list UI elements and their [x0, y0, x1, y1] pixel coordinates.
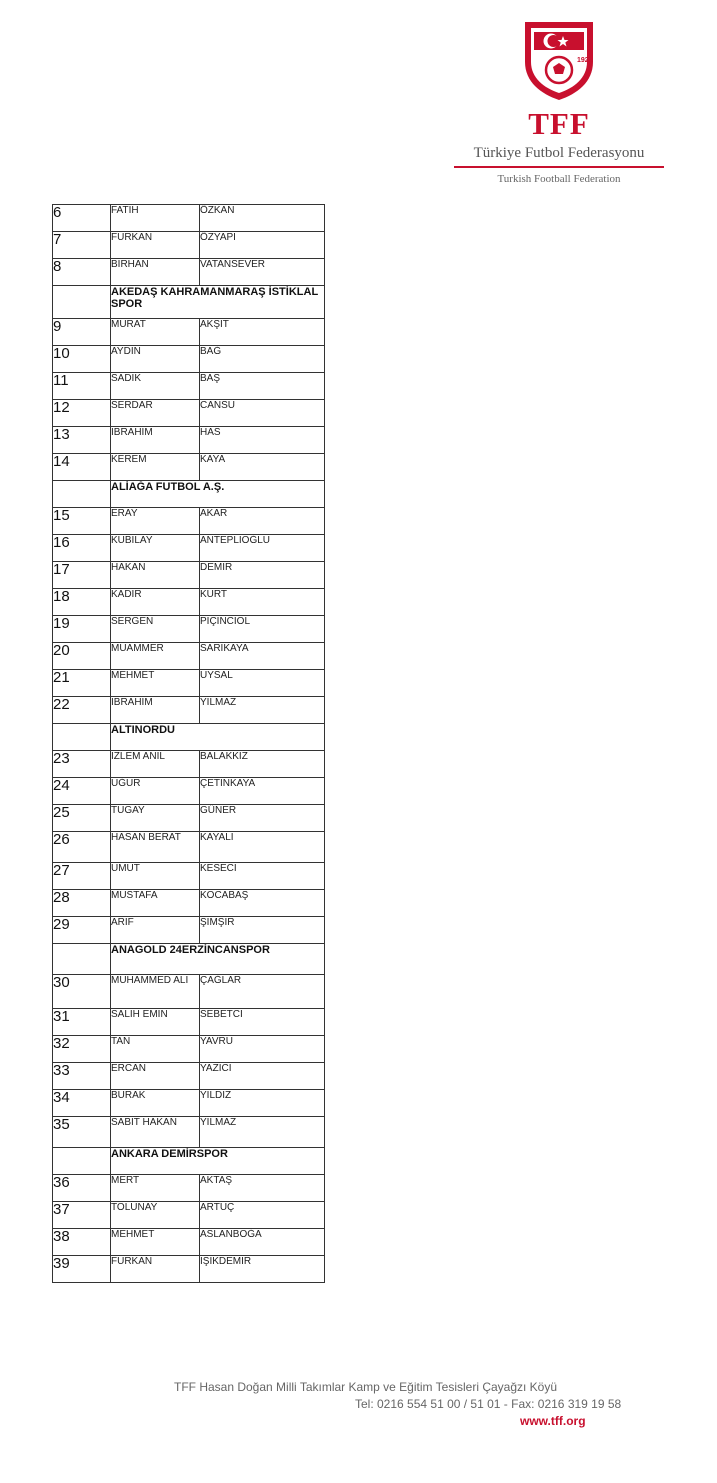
- player-last-name: KAYALI: [200, 832, 325, 863]
- player-first-name: HASAN BERAT: [111, 832, 200, 863]
- player-number: 13: [53, 427, 111, 454]
- player-first-name: MEHMET: [111, 1229, 200, 1256]
- player-last-name: AKŞİT: [200, 319, 325, 346]
- player-row: [53, 1036, 325, 1063]
- player-first-name: FURKAN: [111, 232, 200, 259]
- logo-text: TFF: [528, 106, 590, 141]
- footer-address: TFF Hasan Doğan Milli Takımlar Kamp ve Eğitim Tesisleri Çayağzı Köyü: [174, 1380, 558, 1394]
- player-first-name: KADİR: [111, 589, 200, 616]
- player-first-name: KEREM: [111, 454, 200, 481]
- player-last-name: SEBETCİ: [200, 1009, 325, 1036]
- club-name: ANKARA DEMİRSPOR: [111, 1148, 325, 1175]
- player-row: [53, 1063, 325, 1090]
- player-first-name: SADIK: [111, 373, 200, 400]
- player-first-name: BURAK: [111, 1090, 200, 1117]
- player-first-name: İZLEM ANIL: [111, 751, 200, 778]
- org-name-en: Turkish Football Federation: [497, 173, 621, 185]
- player-first-name: MURAT: [111, 319, 200, 346]
- player-first-name: FURKAN: [111, 1256, 200, 1283]
- club-header-row: [53, 286, 325, 319]
- player-last-name: YILMAZ: [200, 697, 325, 724]
- player-row: [53, 1009, 325, 1036]
- player-last-name: DEMİR: [200, 562, 325, 589]
- player-number: 17: [53, 562, 111, 589]
- club-row-spacer: [53, 724, 111, 751]
- player-last-name: ÖZYAPI: [200, 232, 325, 259]
- player-number: 38: [53, 1229, 111, 1256]
- player-last-name: KESECİ: [200, 863, 325, 890]
- player-number: 34: [53, 1090, 111, 1117]
- player-number: 24: [53, 778, 111, 805]
- player-row: [53, 670, 325, 697]
- player-number: 28: [53, 890, 111, 917]
- player-last-name: BAĞ: [200, 346, 325, 373]
- player-number: 32: [53, 1036, 111, 1063]
- player-first-name: MUHAMMED ALİ: [111, 975, 200, 1009]
- player-first-name: MERT: [111, 1175, 200, 1202]
- org-name-tr: Türkiye Futbol Federasyonu: [473, 145, 645, 161]
- player-last-name: YILDIZ: [200, 1090, 325, 1117]
- player-row: [53, 508, 325, 535]
- tff-emblem-icon: [519, 18, 599, 102]
- player-row: [53, 643, 325, 670]
- player-row: [53, 373, 325, 400]
- player-first-name: UĞUR: [111, 778, 200, 805]
- roster-body: [53, 205, 325, 1283]
- player-number: 19: [53, 616, 111, 643]
- player-number: 10: [53, 346, 111, 373]
- player-number: 35: [53, 1117, 111, 1148]
- player-first-name: MEHMET: [111, 670, 200, 697]
- tff-logo: [452, 18, 666, 208]
- footer-website-link[interactable]: www.tff.org: [520, 1414, 586, 1428]
- player-last-name: GÜNER: [200, 805, 325, 832]
- player-row: [53, 346, 325, 373]
- player-number: 8: [53, 259, 111, 286]
- player-last-name: CANSU: [200, 400, 325, 427]
- player-row: [53, 832, 325, 863]
- player-last-name: PİÇİNCİOL: [200, 616, 325, 643]
- player-first-name: ARİF: [111, 917, 200, 944]
- player-row: [53, 400, 325, 427]
- player-row: [53, 616, 325, 643]
- player-row: [53, 232, 325, 259]
- player-first-name: AYDIN: [111, 346, 200, 373]
- player-number: 11: [53, 373, 111, 400]
- player-number: 15: [53, 508, 111, 535]
- player-number: 30: [53, 975, 111, 1009]
- player-row: [53, 863, 325, 890]
- player-row: [53, 1256, 325, 1283]
- player-last-name: ANTEPLİOĞLU: [200, 535, 325, 562]
- player-last-name: AKTAŞ: [200, 1175, 325, 1202]
- footer-phone: Tel: 0216 554 51 00 / 51 01 - Fax: 0216 319 19 58: [355, 1397, 622, 1411]
- club-header-row: [53, 724, 325, 751]
- player-first-name: TAN: [111, 1036, 200, 1063]
- player-row: [53, 1117, 325, 1148]
- player-number: 14: [53, 454, 111, 481]
- player-first-name: UMUT: [111, 863, 200, 890]
- player-last-name: ÇETİNKAYA: [200, 778, 325, 805]
- player-row: [53, 259, 325, 286]
- player-last-name: VATANSEVER: [200, 259, 325, 286]
- player-number: 12: [53, 400, 111, 427]
- logo-divider: [454, 166, 664, 168]
- player-first-name: SALİH EMİN: [111, 1009, 200, 1036]
- player-first-name: MUAMMER: [111, 643, 200, 670]
- player-number: 6: [53, 205, 111, 232]
- player-row: [53, 319, 325, 346]
- player-number: 27: [53, 863, 111, 890]
- player-row: [53, 535, 325, 562]
- player-last-name: ŞİMŞİR: [200, 917, 325, 944]
- player-first-name: TOLUNAY: [111, 1202, 200, 1229]
- player-row: [53, 917, 325, 944]
- club-row-spacer: [53, 286, 111, 319]
- emblem-year: 1923: [577, 57, 593, 64]
- player-row: [53, 427, 325, 454]
- player-last-name: HAS: [200, 427, 325, 454]
- player-row: [53, 205, 325, 232]
- player-first-name: HAKAN: [111, 562, 200, 589]
- player-last-name: YILMAZ: [200, 1117, 325, 1148]
- club-name: ALTINORDU: [111, 724, 325, 751]
- player-last-name: UYSAL: [200, 670, 325, 697]
- player-first-name: İBRAHİM: [111, 427, 200, 454]
- club-header-row: [53, 481, 325, 508]
- player-number: 21: [53, 670, 111, 697]
- club-header-row: [53, 944, 325, 975]
- player-row: [53, 454, 325, 481]
- player-row: [53, 778, 325, 805]
- player-first-name: FATİH: [111, 205, 200, 232]
- player-last-name: BALAKKIZ: [200, 751, 325, 778]
- player-number: 7: [53, 232, 111, 259]
- club-name: ALİAĞA FUTBOL A.Ş.: [111, 481, 325, 508]
- player-last-name: IŞIKDEMİR: [200, 1256, 325, 1283]
- player-number: 18: [53, 589, 111, 616]
- player-number: 36: [53, 1175, 111, 1202]
- club-row-spacer: [53, 1148, 111, 1175]
- player-last-name: KOCABAŞ: [200, 890, 325, 917]
- player-last-name: KURT: [200, 589, 325, 616]
- player-last-name: KAYA: [200, 454, 325, 481]
- player-row: [53, 1175, 325, 1202]
- player-first-name: TUGAY: [111, 805, 200, 832]
- club-name: AKEDAŞ KAHRAMANMARAŞ İSTİKLAL SPOR: [111, 286, 325, 319]
- player-last-name: YAZICI: [200, 1063, 325, 1090]
- player-first-name: MUSTAFA: [111, 890, 200, 917]
- player-row: [53, 589, 325, 616]
- player-row: [53, 1202, 325, 1229]
- player-row: [53, 751, 325, 778]
- player-last-name: BAŞ: [200, 373, 325, 400]
- player-row: [53, 975, 325, 1009]
- player-number: 9: [53, 319, 111, 346]
- player-row: [53, 697, 325, 724]
- player-number: 26: [53, 832, 111, 863]
- player-number: 29: [53, 917, 111, 944]
- player-first-name: KUBİLAY: [111, 535, 200, 562]
- player-last-name: ÇAĞLAR: [200, 975, 325, 1009]
- player-row: [53, 890, 325, 917]
- player-last-name: AKAR: [200, 508, 325, 535]
- player-row: [53, 805, 325, 832]
- player-first-name: ERCAN: [111, 1063, 200, 1090]
- player-number: 33: [53, 1063, 111, 1090]
- player-number: 20: [53, 643, 111, 670]
- club-row-spacer: [53, 481, 111, 508]
- club-header-row: [53, 1148, 325, 1175]
- player-first-name: BİRHAN: [111, 259, 200, 286]
- player-first-name: İBRAHİM: [111, 697, 200, 724]
- player-row: [53, 562, 325, 589]
- player-last-name: YAVRU: [200, 1036, 325, 1063]
- player-number: 37: [53, 1202, 111, 1229]
- player-number: 39: [53, 1256, 111, 1283]
- player-roster-table: [52, 204, 325, 1283]
- player-row: [53, 1229, 325, 1256]
- player-number: 22: [53, 697, 111, 724]
- player-last-name: ARTUÇ: [200, 1202, 325, 1229]
- player-number: 31: [53, 1009, 111, 1036]
- player-row: [53, 1090, 325, 1117]
- player-last-name: ASLANBOĞA: [200, 1229, 325, 1256]
- club-name: ANAGOLD 24ERZİNCANSPOR: [111, 944, 325, 975]
- player-first-name: SERDAR: [111, 400, 200, 427]
- player-first-name: SERGEN: [111, 616, 200, 643]
- player-first-name: ERAY: [111, 508, 200, 535]
- player-number: 16: [53, 535, 111, 562]
- player-first-name: SABİT HAKAN: [111, 1117, 200, 1148]
- player-last-name: ÖZKAN: [200, 205, 325, 232]
- player-last-name: SARIKAYA: [200, 643, 325, 670]
- club-row-spacer: [53, 944, 111, 975]
- player-number: 25: [53, 805, 111, 832]
- player-number: 23: [53, 751, 111, 778]
